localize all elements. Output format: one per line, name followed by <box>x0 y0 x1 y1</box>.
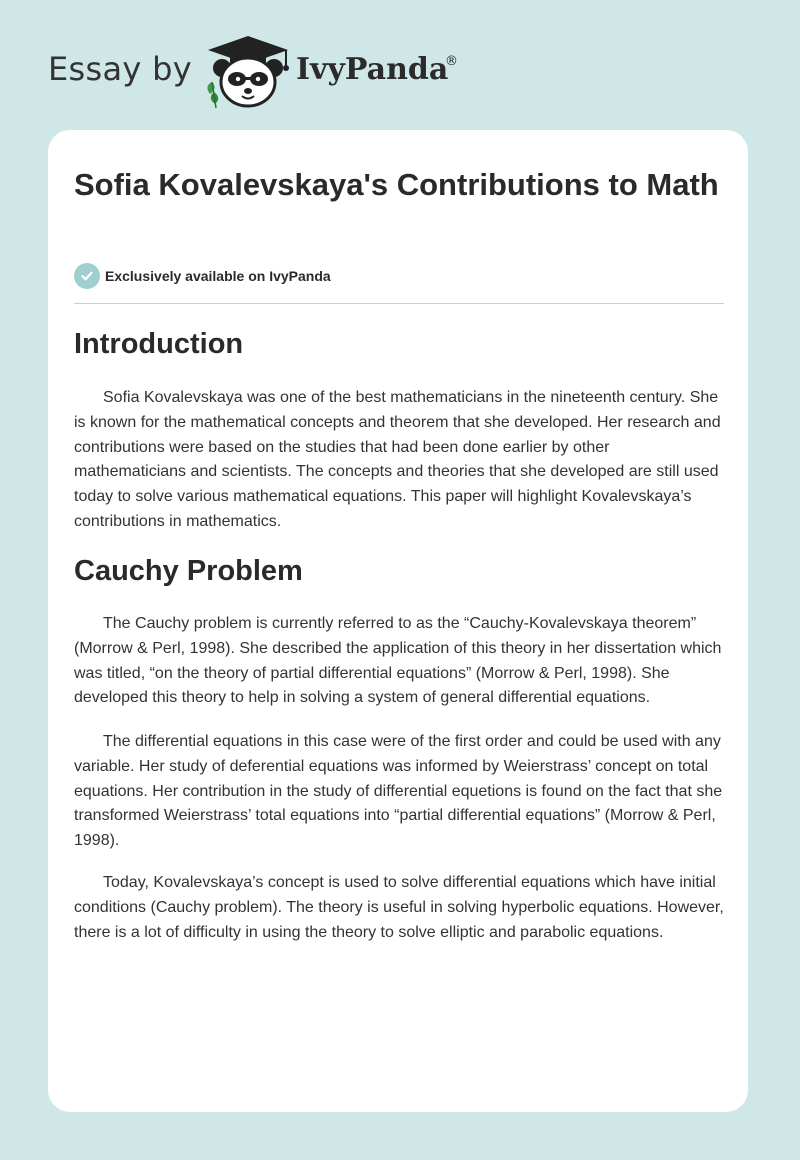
cauchy-paragraph-3: Today, Kovalevskaya’s concept is used to solve differential equations which have initial conditions (Cauchy problem). The theory is useful in solving hyperbolic equations. However, there is a lot of difficulty in using the theory to solve elliptic and parabolic equations. <box>74 874 724 941</box>
exclusive-label: Exclusively available on IvyPanda <box>105 268 331 284</box>
page-title: Sofia Kovalevskaya's Contributions to Math <box>74 167 719 202</box>
cauchy-paragraph-1: The Cauchy problem is currently referred to as the “Cauchy-Kovalevskaya theorem” (Morrow & Perl, 1998). She described the application of this theory in her dissertation which was titled, “on the theory of partial differential equations” (Morrow & Perl, 1998). She developed this theory to help in solving a system of general differential equations. <box>74 615 722 707</box>
brand-name[interactable]: IvyPanda <box>296 52 449 87</box>
essay-by-label: Essay by <box>48 50 192 88</box>
panda-graduate-icon[interactable] <box>202 32 294 112</box>
article-card <box>48 130 748 1112</box>
registered-mark: ® <box>445 54 458 69</box>
check-circle-icon <box>74 263 100 289</box>
divider <box>74 303 724 304</box>
section-heading-introduction: Introduction <box>74 328 244 360</box>
exclusive-badge <box>74 262 331 290</box>
cauchy-paragraph-2: The differential equations in this case were of the first order and could be used with any variable. Her study of deferential equations was informed by Weierstrass’ concept on total equations. Her contribution in the study of differential equetions is found on the fact that she transformed Weierstrass’ total equations into “partial differential equations” (Morrow & Perl, 1998). <box>74 733 723 850</box>
intro-paragraph: Sofia Kovalevskaya was one of the best mathematicians in the nineteenth century. She is known for the mathematical concepts and theorem that she developed. Her research and contributions were based on the studies that had been done earlier by other mathematicians and scientists. The concepts and theories that she developed are still used today to solve various mathematical equations. This paper will highlight Kovalevskaya’s contributions in mathematics. <box>74 389 721 530</box>
section-heading-cauchy-problem: Cauchy Problem <box>74 555 303 587</box>
site-header <box>0 0 800 130</box>
